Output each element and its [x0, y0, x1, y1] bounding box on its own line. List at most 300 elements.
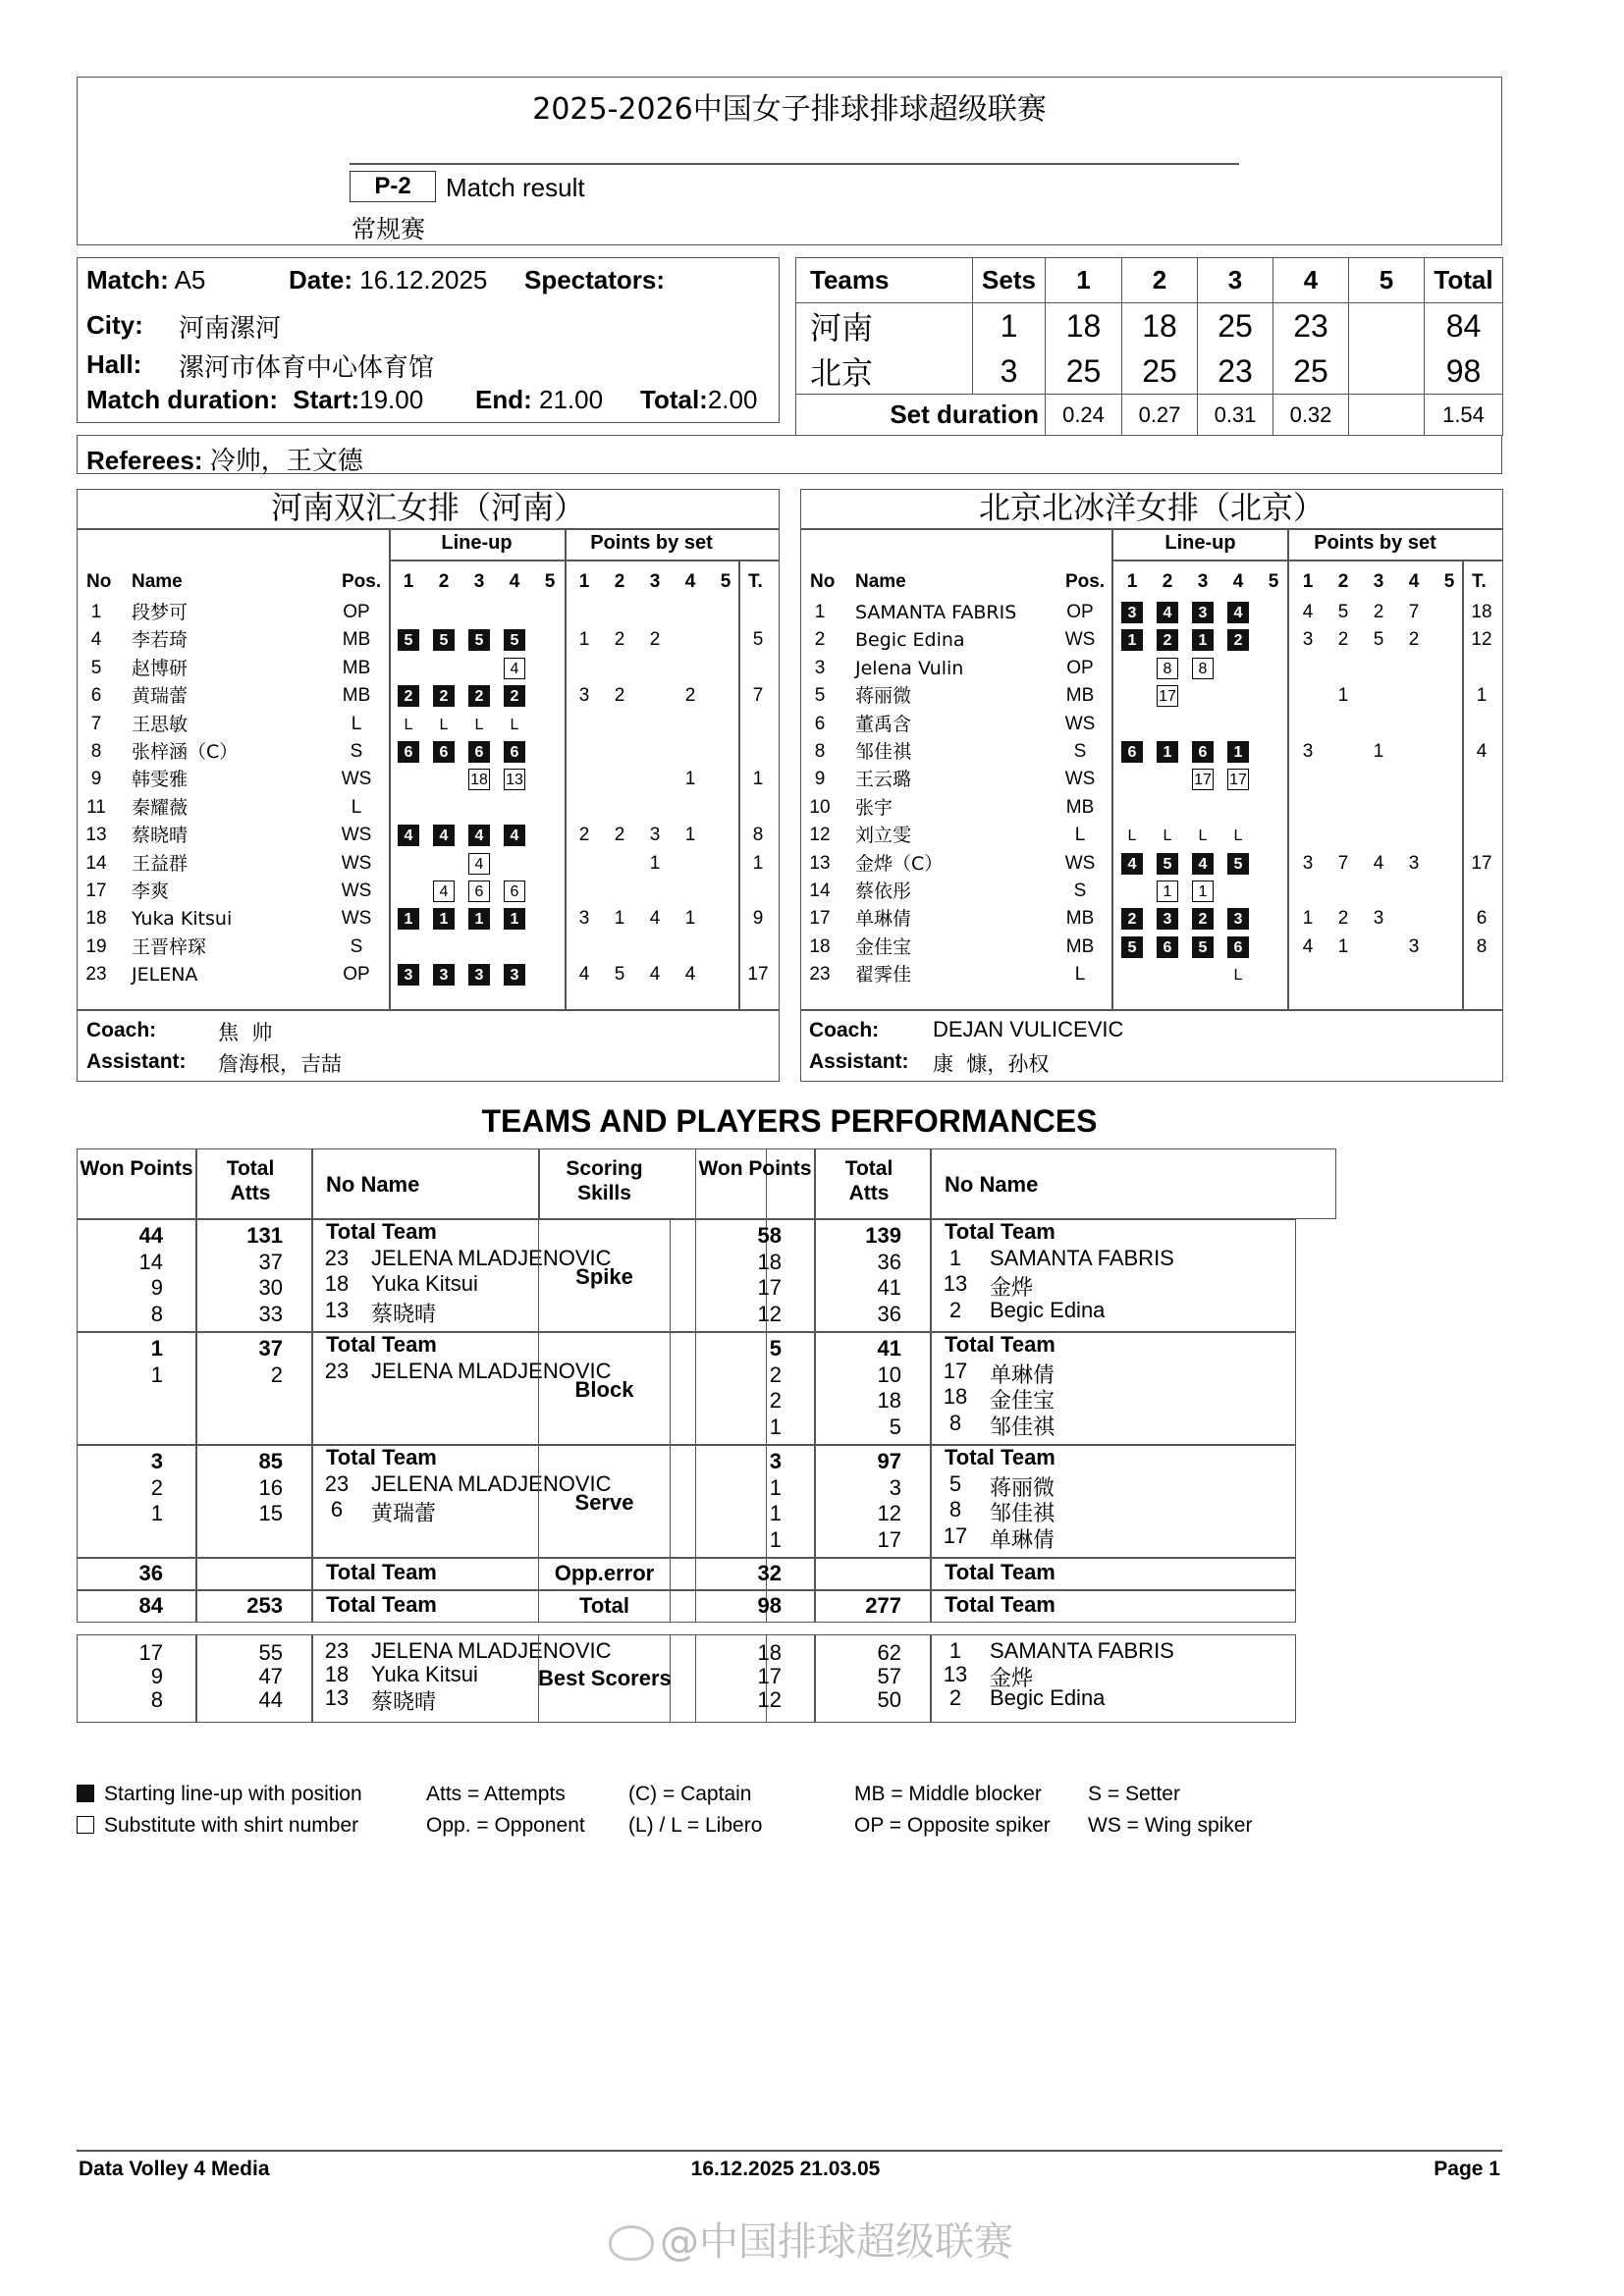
weibo-logo-icon — [609, 2225, 654, 2261]
total-time: 2.00 — [707, 385, 758, 414]
points-set-header: 1 — [1302, 571, 1314, 592]
player-number: 1 — [90, 602, 102, 622]
referees-names: 冷帅，王文德 — [209, 447, 363, 476]
player-shirt-number: 5 — [948, 1470, 962, 1496]
starting-position-box: 5 — [433, 629, 455, 651]
player-row — [800, 794, 1503, 822]
player-number: 2 — [814, 629, 826, 651]
points-set-header: 4 — [684, 571, 696, 592]
set-points: 3 — [578, 908, 590, 930]
player-position: MB — [1065, 935, 1095, 957]
player-position: OP — [1066, 602, 1094, 622]
player-name: 黄瑞蕾 — [132, 685, 189, 708]
player-row — [77, 850, 780, 878]
footer-page: Page 1 — [1434, 2158, 1500, 2180]
player-name: 秦耀薇 — [132, 796, 189, 819]
score-set2: 25 — [1122, 348, 1198, 395]
starting-position-box: 3 — [1227, 908, 1249, 930]
player-number: 9 — [814, 769, 826, 790]
score-head-set4: 4 — [1273, 258, 1349, 303]
legend-atts: Atts = Attempts — [426, 1783, 566, 1805]
player-number: 8 — [90, 741, 102, 762]
player-name: 李若琦 — [132, 629, 189, 652]
total-atts: 41 — [877, 1336, 901, 1361]
player-number: 1 — [814, 602, 826, 622]
substitute-number-box: 17 — [1192, 769, 1214, 790]
set-duration-row — [796, 395, 1503, 436]
player-position: WS — [1064, 713, 1096, 734]
substitute-number-box: 6 — [504, 881, 525, 902]
report-type: Match result — [446, 173, 585, 202]
total-atts: 55 — [258, 1640, 283, 1665]
won-points: 3 — [150, 1449, 163, 1473]
won-points-header: Won Points — [698, 1157, 812, 1180]
total-atts: 50 — [877, 1687, 901, 1712]
legend-op: OP = Opposite spiker — [854, 1814, 1051, 1837]
no-header: No — [810, 571, 836, 592]
set-points: 1 — [1337, 685, 1349, 707]
player-number: 7 — [90, 713, 102, 734]
player-row — [800, 878, 1503, 905]
player-number: 19 — [85, 935, 107, 957]
player-position: MB — [1065, 685, 1095, 707]
skill-name: Best Scorers — [538, 1666, 672, 1690]
player-name: Begic Edina — [990, 1685, 1106, 1710]
won-points: 17 — [138, 1640, 163, 1665]
total-atts: 37 — [258, 1249, 283, 1274]
lineup-set-header: 5 — [544, 571, 556, 592]
substitute-number-box: 6 — [468, 881, 490, 902]
won-points: 9 — [150, 1664, 163, 1688]
starting-position-box: 5 — [1227, 853, 1249, 875]
set-points: 2 — [1337, 629, 1349, 651]
player-row — [77, 655, 780, 682]
starting-position-box: 6 — [433, 741, 455, 763]
legend-substitute: Substitute with shirt number — [104, 1814, 359, 1837]
total-atts: 97 — [877, 1449, 901, 1473]
won-points: 98 — [757, 1593, 782, 1618]
starting-position-box: 1 — [1121, 629, 1143, 651]
player-name: 邹佳祺 — [855, 741, 912, 763]
legend-s: S = Setter — [1088, 1783, 1180, 1805]
player-position: OP — [343, 602, 370, 622]
starting-position-box: 2 — [1157, 629, 1178, 651]
lineup-set-header: 4 — [509, 571, 520, 592]
player-row — [800, 934, 1503, 961]
substitute-number-box: 4 — [468, 853, 490, 875]
watermark-text: @中国排球超级联赛 — [660, 2219, 1013, 2265]
starting-position-box: 2 — [398, 685, 419, 707]
starting-position-box: 6 — [1192, 741, 1214, 763]
won-points: 9 — [150, 1275, 163, 1300]
won-points: 1 — [769, 1501, 782, 1525]
name-header: Name — [132, 571, 183, 592]
starting-position-box: 4 — [1227, 602, 1249, 623]
player-position: S — [1073, 881, 1087, 901]
player-position: WS — [341, 769, 372, 790]
player-total-points: 17 — [747, 964, 769, 986]
libero-mark: L — [1233, 967, 1243, 985]
starting-position-box: 3 — [1157, 908, 1178, 930]
set-points: 3 — [1302, 852, 1314, 874]
total-atts-cell — [196, 1558, 312, 1590]
set-points: 4 — [578, 964, 590, 986]
score-total: 84 — [1445, 307, 1482, 344]
player-row — [77, 878, 780, 905]
player-number: 3 — [814, 657, 826, 678]
player-name: JELENA MLADJENOVIC — [371, 1638, 612, 1663]
player-name: 蒋丽微 — [990, 1475, 1056, 1501]
set-points: 1 — [684, 908, 696, 930]
player-name: Yuka Kitsui — [132, 908, 233, 931]
lineup-set-header: 2 — [1162, 571, 1173, 592]
player-number: 8 — [814, 741, 826, 762]
total-atts: 85 — [258, 1449, 283, 1473]
player-shirt-number: 18 — [943, 1384, 968, 1409]
player-position: WS — [1064, 769, 1096, 790]
no-name-header: No Name — [326, 1172, 420, 1197]
substitute-number-box: 8 — [1157, 658, 1178, 679]
footer-software: Data Volley 4 Media — [79, 2158, 270, 2180]
set-points: 2 — [614, 629, 625, 651]
total-team-label: Total Team — [945, 1560, 1056, 1584]
score-head-set5: 5 — [1349, 258, 1425, 303]
starting-position-box: 1 — [1192, 629, 1214, 651]
match-label: Match: — [86, 265, 169, 294]
total-atts-header: Total Atts — [844, 1157, 893, 1204]
player-number: 17 — [85, 881, 107, 901]
player-position: L — [1074, 825, 1086, 846]
score-head-set1: 1 — [1046, 258, 1122, 303]
skill-name: Spike — [575, 1264, 633, 1289]
player-row — [800, 905, 1503, 933]
set-points: 3 — [1408, 935, 1420, 957]
score-team: 河南 — [796, 303, 973, 349]
libero-mark: L — [1127, 828, 1137, 845]
player-shirt-number: 8 — [948, 1497, 962, 1522]
hall-label: Hall: — [86, 349, 142, 379]
player-total-points: 12 — [1471, 629, 1492, 651]
starting-position-box: 3 — [504, 964, 525, 986]
player-position: WS — [341, 852, 372, 874]
performance-title: TEAMS AND PLAYERS PERFORMANCES — [481, 1103, 1098, 1139]
score-sets: 3 — [973, 348, 1046, 395]
substitute-number-box: 1 — [1157, 881, 1178, 902]
team-a-assistant-label: Assistant: — [86, 1050, 187, 1073]
won-points: 14 — [138, 1249, 163, 1274]
won-points-header: Won Points — [80, 1157, 193, 1180]
player-name: 王云璐 — [855, 769, 912, 791]
starting-position-box: 1 — [1157, 741, 1178, 763]
libero-mark: L — [404, 716, 413, 733]
set-points: 2 — [649, 629, 661, 651]
referees-label: Referees: — [86, 446, 203, 475]
lineup-header: Line-up — [441, 532, 513, 554]
player-row — [800, 711, 1503, 738]
player-number: 13 — [809, 852, 831, 874]
set-points: 3 — [578, 685, 590, 707]
filled-square-icon — [77, 1785, 94, 1802]
player-name: 赵博研 — [132, 657, 189, 679]
score-set3: 23 — [1198, 348, 1273, 395]
team-b-title: 北京北冰洋女排（北京） — [978, 489, 1325, 526]
player-position: WS — [341, 825, 372, 846]
starting-position-box: 3 — [1121, 602, 1143, 623]
total-team-label: Total Team — [945, 1219, 1056, 1244]
name-header: Name — [855, 571, 906, 592]
starting-position-box: 1 — [1227, 741, 1249, 763]
lineup-set-header: 2 — [438, 571, 450, 592]
substitute-number-box: 18 — [468, 769, 490, 790]
set-duration-1: 0.24 — [1046, 395, 1122, 436]
won-points: 1 — [150, 1501, 163, 1525]
player-number: 4 — [90, 629, 102, 651]
player-position: S — [350, 935, 363, 957]
starting-position-box: 2 — [1227, 629, 1249, 651]
set-points: 2 — [1373, 602, 1384, 622]
player-position: MB — [1065, 908, 1095, 930]
won-points: 18 — [757, 1640, 782, 1665]
legend-libero: (L) / L = Libero — [628, 1814, 763, 1837]
set-points: 5 — [1373, 629, 1384, 651]
player-total-points: 8 — [752, 825, 764, 846]
player-name: 蔡晓晴 — [371, 1690, 437, 1715]
player-total-points: 18 — [1471, 602, 1492, 622]
skill-name: Opp.error — [554, 1561, 655, 1585]
starting-position-box: 6 — [504, 741, 525, 763]
total-atts: 15 — [258, 1501, 283, 1525]
won-points: 1 — [769, 1414, 782, 1439]
match-number: A5 — [174, 265, 206, 294]
start-time: 19.00 — [359, 385, 424, 414]
player-name: 王思敏 — [132, 713, 189, 735]
player-name: JELENA MLADJENOVIC — [371, 1245, 612, 1270]
won-points: 1 — [769, 1526, 782, 1552]
team-a-grid — [77, 528, 780, 1009]
spectators-label: Spectators: — [524, 265, 666, 294]
score-head-total: Total — [1425, 258, 1503, 303]
set-duration-5 — [1349, 395, 1425, 436]
set-duration-total: 1.54 — [1425, 395, 1503, 436]
player-name: JELENA MLADJENOVIC — [371, 1470, 612, 1496]
starting-position-box: 2 — [1121, 908, 1143, 930]
won-points: 18 — [757, 1249, 782, 1274]
starting-position-box: 3 — [468, 964, 490, 986]
libero-mark: L — [474, 716, 484, 733]
scoring-skills-header: Scoring Skills — [566, 1157, 643, 1204]
starting-position-box: 5 — [504, 629, 525, 651]
starting-position-box: 4 — [1192, 853, 1214, 875]
points-set-header: 3 — [649, 571, 661, 592]
starting-position-box: 4 — [1157, 602, 1178, 623]
player-name: 金烨 — [990, 1667, 1034, 1691]
watermark — [609, 2211, 1013, 2267]
points-set-header: 3 — [1373, 571, 1384, 592]
starting-position-box: 2 — [1192, 908, 1214, 930]
team-a-title: 河南双汇女排（河南） — [270, 489, 585, 526]
set-duration-label: Set duration — [796, 395, 1046, 436]
player-row — [800, 822, 1503, 849]
player-name: JELENA MLADJENOVIC — [371, 1358, 612, 1383]
total-team-label: Total Team — [945, 1592, 1056, 1617]
player-name: 蔡依彤 — [855, 881, 912, 902]
player-position: L — [351, 796, 362, 818]
legend-starting: Starting line-up with position — [104, 1783, 362, 1805]
won-points: 1 — [769, 1474, 782, 1500]
player-number: 5 — [90, 657, 102, 678]
player-total-points: 4 — [1476, 741, 1488, 762]
player-row — [800, 961, 1503, 988]
total-atts: 3 — [889, 1474, 901, 1500]
won-points: 1 — [150, 1336, 163, 1361]
total-atts: 131 — [246, 1223, 283, 1248]
points-set-header: 4 — [1408, 571, 1420, 592]
score-team: 北京 — [796, 348, 973, 395]
lineup-header: Line-up — [1164, 532, 1236, 554]
report-code: P-2 — [350, 171, 436, 202]
player-name: 王益群 — [132, 852, 189, 875]
player-row — [77, 626, 780, 654]
total-team-label: Total Team — [326, 1560, 437, 1584]
won-points: 5 — [769, 1336, 782, 1361]
player-position: S — [350, 741, 363, 762]
end-label: End: — [475, 385, 532, 414]
player-row — [800, 738, 1503, 766]
player-position: OP — [1066, 657, 1094, 678]
skill-name: Total — [579, 1593, 629, 1618]
total-atts: 62 — [877, 1640, 901, 1665]
player-name: SAMANTA FABRIS — [990, 1638, 1174, 1663]
starting-position-box: 2 — [468, 685, 490, 707]
t-header: T. — [748, 571, 763, 592]
libero-mark: L — [1198, 828, 1208, 845]
points-set-header: 2 — [1337, 571, 1349, 592]
starting-position-box: 4 — [504, 825, 525, 846]
player-total-points: 9 — [752, 908, 764, 930]
no-header: No — [86, 571, 112, 592]
player-position: L — [351, 713, 362, 734]
set-points: 3 — [1408, 852, 1420, 874]
substitute-number-box: 1 — [1192, 881, 1214, 902]
libero-mark: L — [1233, 828, 1243, 845]
total-atts: 18 — [877, 1388, 901, 1413]
total-atts: 33 — [258, 1301, 283, 1326]
empty-square-icon — [77, 1816, 94, 1834]
total-atts: 16 — [258, 1474, 283, 1500]
set-points: 7 — [1408, 602, 1420, 622]
player-number: 14 — [85, 852, 107, 874]
player-row — [800, 766, 1503, 793]
starting-position-box: 5 — [468, 629, 490, 651]
set-points: 4 — [649, 964, 661, 986]
set-points: 1 — [578, 629, 590, 651]
total-atts: 17 — [877, 1526, 901, 1552]
header-divider — [350, 163, 1239, 165]
player-number: 18 — [85, 908, 107, 930]
starting-position-box: 3 — [433, 964, 455, 986]
total-atts: 12 — [877, 1501, 901, 1525]
set-points: 2 — [1408, 629, 1420, 651]
player-name: 李爽 — [132, 881, 170, 902]
set-duration-2: 0.27 — [1122, 395, 1198, 436]
duration-label: Match duration: — [86, 385, 278, 414]
won-points: 17 — [757, 1664, 782, 1688]
total-atts-cell — [815, 1558, 931, 1590]
player-name: Yuka Kitsui — [371, 1662, 478, 1686]
end-time: 21.00 — [539, 385, 604, 414]
team-b-coach: DEJAN VULICEVIC — [933, 1017, 1124, 1041]
score-row-away — [796, 348, 1503, 395]
won-points: 44 — [138, 1223, 163, 1248]
score-head-set2: 2 — [1122, 258, 1198, 303]
score-sets: 1 — [973, 303, 1046, 349]
player-name: Yuka Kitsui — [371, 1271, 478, 1296]
points-set-header: 2 — [614, 571, 625, 592]
player-name: 张宇 — [855, 796, 893, 819]
starting-position-box: 5 — [398, 629, 419, 651]
player-name: 金烨（C） — [855, 852, 944, 875]
lineup-set-header: 3 — [1197, 571, 1209, 592]
total-team-label: Total Team — [326, 1332, 437, 1357]
starting-position-box: 4 — [398, 825, 419, 846]
player-shirt-number: 17 — [943, 1522, 968, 1548]
player-name: 单琳倩 — [855, 908, 912, 931]
won-points: 17 — [757, 1275, 782, 1300]
player-name: 翟霁佳 — [855, 964, 912, 987]
won-points: 2 — [769, 1362, 782, 1387]
player-shirt-number: 2 — [948, 1297, 962, 1322]
player-position: MB — [342, 685, 371, 707]
set-points: 4 — [1373, 852, 1384, 874]
legend-opp: Opp. = Opponent — [426, 1814, 585, 1837]
won-points: 36 — [138, 1561, 163, 1585]
player-shirt-number: 23 — [324, 1245, 350, 1270]
player-name: 单琳倩 — [990, 1527, 1056, 1553]
player-row — [77, 599, 780, 626]
starting-position-box: 6 — [1157, 936, 1178, 958]
player-total-points: 6 — [1476, 908, 1488, 930]
substitute-number-box: 13 — [504, 769, 525, 790]
score-set4: 23 — [1273, 303, 1349, 349]
set-points: 2 — [1337, 908, 1349, 930]
player-name: 段梦可 — [132, 602, 189, 623]
legend-ws: WS = Wing spiker — [1088, 1814, 1253, 1837]
skill-name: Serve — [574, 1490, 634, 1515]
player-shirt-number: 17 — [943, 1358, 968, 1383]
won-points: 12 — [757, 1301, 782, 1326]
starting-position-box: 5 — [1157, 853, 1178, 875]
player-shirt-number: 23 — [324, 1358, 350, 1383]
score-set1: 25 — [1046, 348, 1122, 395]
set-points: 4 — [1302, 602, 1314, 622]
player-name: 黄瑞蕾 — [371, 1502, 437, 1526]
starting-position-box: 4 — [468, 825, 490, 846]
player-position: OP — [343, 964, 370, 986]
won-points: 3 — [769, 1449, 782, 1473]
player-position: MB — [1065, 796, 1095, 818]
player-position: WS — [1064, 852, 1096, 874]
player-number: 13 — [85, 825, 107, 846]
player-row — [77, 905, 780, 933]
set-points: 1 — [614, 908, 625, 930]
lineup-set-header: 1 — [1126, 571, 1138, 592]
player-position: WS — [1064, 629, 1096, 651]
starting-position-box: 5 — [1192, 936, 1214, 958]
total-atts: 44 — [258, 1687, 283, 1712]
score-row-home — [796, 303, 1503, 349]
points-set-header: 5 — [720, 571, 731, 592]
total-atts-header: Total Atts — [226, 1157, 275, 1204]
